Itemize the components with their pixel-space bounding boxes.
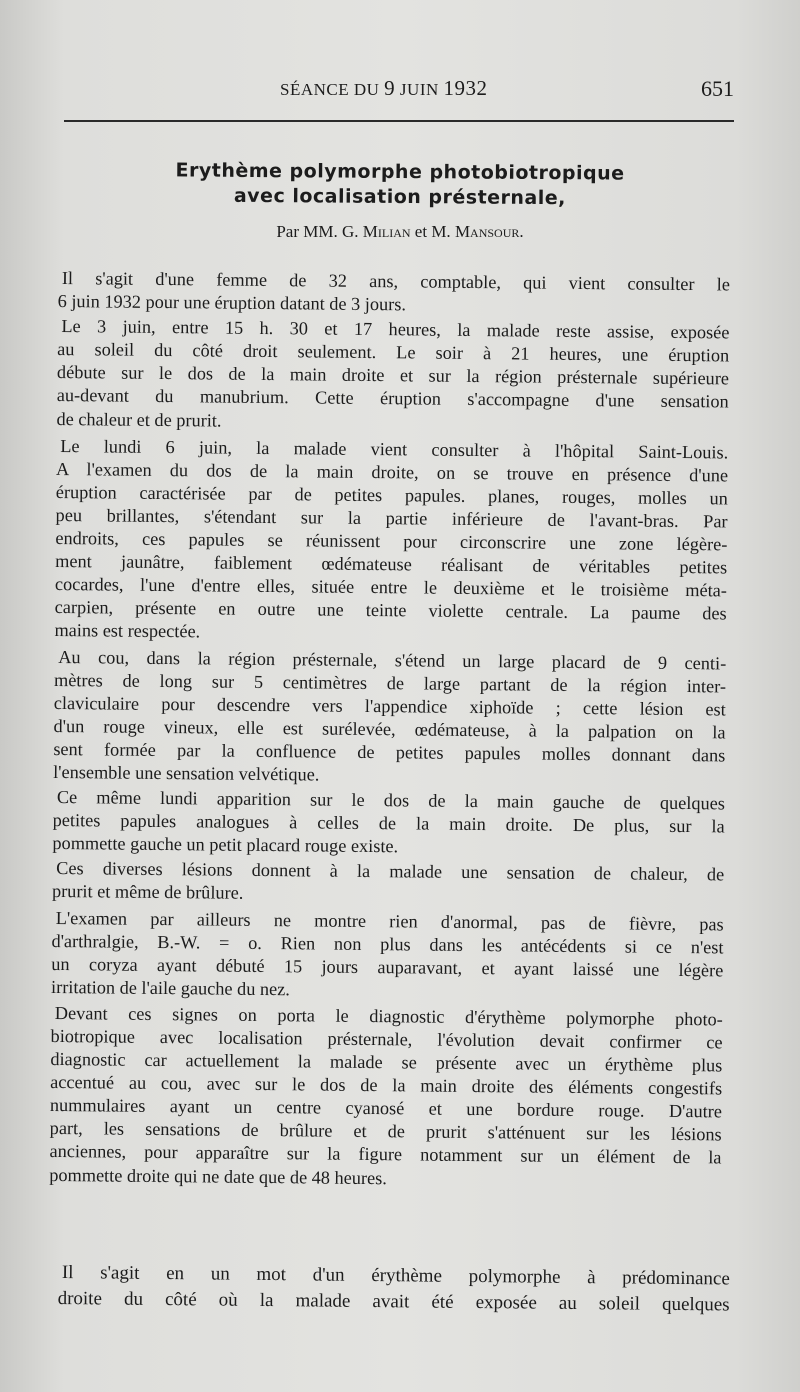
text-line: accentué au cou, avec sur le dos de la main droite des éléments congestifs [50,1072,723,1099]
text-line: ment jaunâtre, faiblement œdémateuse réalisant de véritables petites [55,551,728,578]
text-line: Le 3 juin, entre 15 h. 30 et 17 heures, la malade reste assise, exposée [61,316,730,343]
text-line: pommette gauche un petit placard rouge existe. [52,833,399,857]
seance-label: SÉANCE DU [280,80,380,99]
text-line: nummulaires ayant un centre cyanosé et une bordure rouge. D'autre [49,1095,723,1122]
paragraph [51,907,724,1006]
text-line: biotropique avec localisation présternale, l'évolution devait confirmer ce [50,1025,723,1053]
text-line: au-devant du manubrium. Cette éruption s'accompagne d'une sensation [56,385,729,412]
text-line: 6 juin 1932 pour une éruption datant de 3 jours. [57,291,407,315]
paragraph [56,315,729,437]
article-continuation [58,1260,730,1318]
text-line: pommette droite qui ne date que de 48 heures. [49,1164,387,1188]
paragraph [49,1002,723,1193]
text-line: L'examen par ailleurs ne montre rien d'anormal, pas de fièvre, pas [55,907,724,934]
author-milian: Milian [362,222,411,241]
text-line: d'un rouge vineux, elle est surélevée, œdémateuse, à la palpation on la [53,715,726,743]
text-line: mètres de long sur 5 centimètres de large partant de la région inter- [53,669,727,697]
text-line: Il s'agit d'une femme de 32 ans, comptable, qui vient consulter le [61,268,730,295]
text-line: A l'examen du dos de la main droite, on se trouve en présence d'une [55,458,729,486]
text-line: Ces diverses lésions donnent à la malade une sensation de chaleur, de [56,858,725,885]
paragraph [52,786,725,862]
date-month: JUIN [399,80,439,99]
text-line: peu brillantes, s'étendant sur la partie inférieure de l'avant-bras. Par [55,504,728,532]
text-line: de chaleur et de prurit. [56,408,222,431]
title-line-1: Erythème polymorphe photobiotropique [175,159,625,185]
authors-mid: et M. [414,222,451,241]
text-line: d'arthralgie, B.-W. = o. Rien non plus dans les antécédents si ce n'est [51,930,724,958]
text-line: prurit et même de brûlure. [51,881,244,904]
page-header [60,72,740,102]
article-title [60,158,740,213]
page-number: 651 [701,76,734,101]
paragraph [54,435,728,649]
text-line: diagnostic car actuellement la malade se présente avec un érythème plus [50,1049,723,1076]
paragraph [58,267,730,320]
text-line: anciennes, pour apparaître sur la figure notamment sur un élément de la [49,1141,722,1168]
text-line: débute sur le dos de la main droite et sur la région présternale supérieure [56,362,730,389]
text-line: au soleil du côté droit seulement. Le soir à 21 heures, une éruption [57,339,730,366]
header-rule [64,120,734,122]
text-line: Il s'agit en un mot d'un érythème polymorphe à prédominance [61,1262,730,1290]
article-authors [60,222,740,242]
text-line: l'ensemble une sensation velvétique. [53,761,320,785]
text-line: claviculaire pour descendre vers l'appendice xiphoïde ; cette lésion est [53,692,726,720]
text-line: cocardes, l'une d'entre elles, située entre le deuxième et le troisième méta- [54,574,728,601]
text-line: carpien, présente en outre une teinte violette centrale. La paume des [54,597,727,624]
date-year: 1932 [443,76,488,100]
title-line-2: avec localisation présternale, [233,184,567,210]
author-mansour: Mansour. [454,222,524,241]
article-body [49,267,730,1193]
paragraph [52,857,724,910]
paragraph [53,645,726,790]
text-line: droite du côté où la malade avait été exposée au soleil quelques [57,1287,730,1316]
text-line: irritation de l'aile gauche du nez. [50,976,291,1000]
date-day: 9 [384,76,396,100]
text-line: part, les sensations de brûlure et de prurit s'atténuent sur les lésions [49,1118,722,1145]
text-line: endroits, ces papules se réunissent pour circonscrire une zone légère- [55,528,728,555]
authors-prefix: Par MM. G. [276,222,359,241]
text-line: Le lundi 6 juin, la malade vient consulter à l'hôpital Saint-Louis. [60,435,729,463]
text-line: mains est respectée. [54,620,201,642]
text-line: sent formée par la confluence de petites papules molles donnant dans [53,738,726,766]
text-line: un coryza ayant débuté 15 jours auparavant, et ayant laissé une légère [51,953,724,981]
running-head [280,76,488,101]
text-line: petites papules analogues à celles de la main droite. De plus, sur la [52,810,725,837]
text-line: Au cou, dans la région présternale, s'étend un large placard de 9 centi- [58,646,727,673]
text-line: Ce même lundi apparition sur le dos de la main gauche de quelques [56,787,725,814]
text-line: éruption caractérisée par de petites papules. planes, rouges, molles un [55,481,728,509]
text-line: Devant ces signes on porta le diagnostic d'érythème polymorphe photo- [54,1002,723,1030]
